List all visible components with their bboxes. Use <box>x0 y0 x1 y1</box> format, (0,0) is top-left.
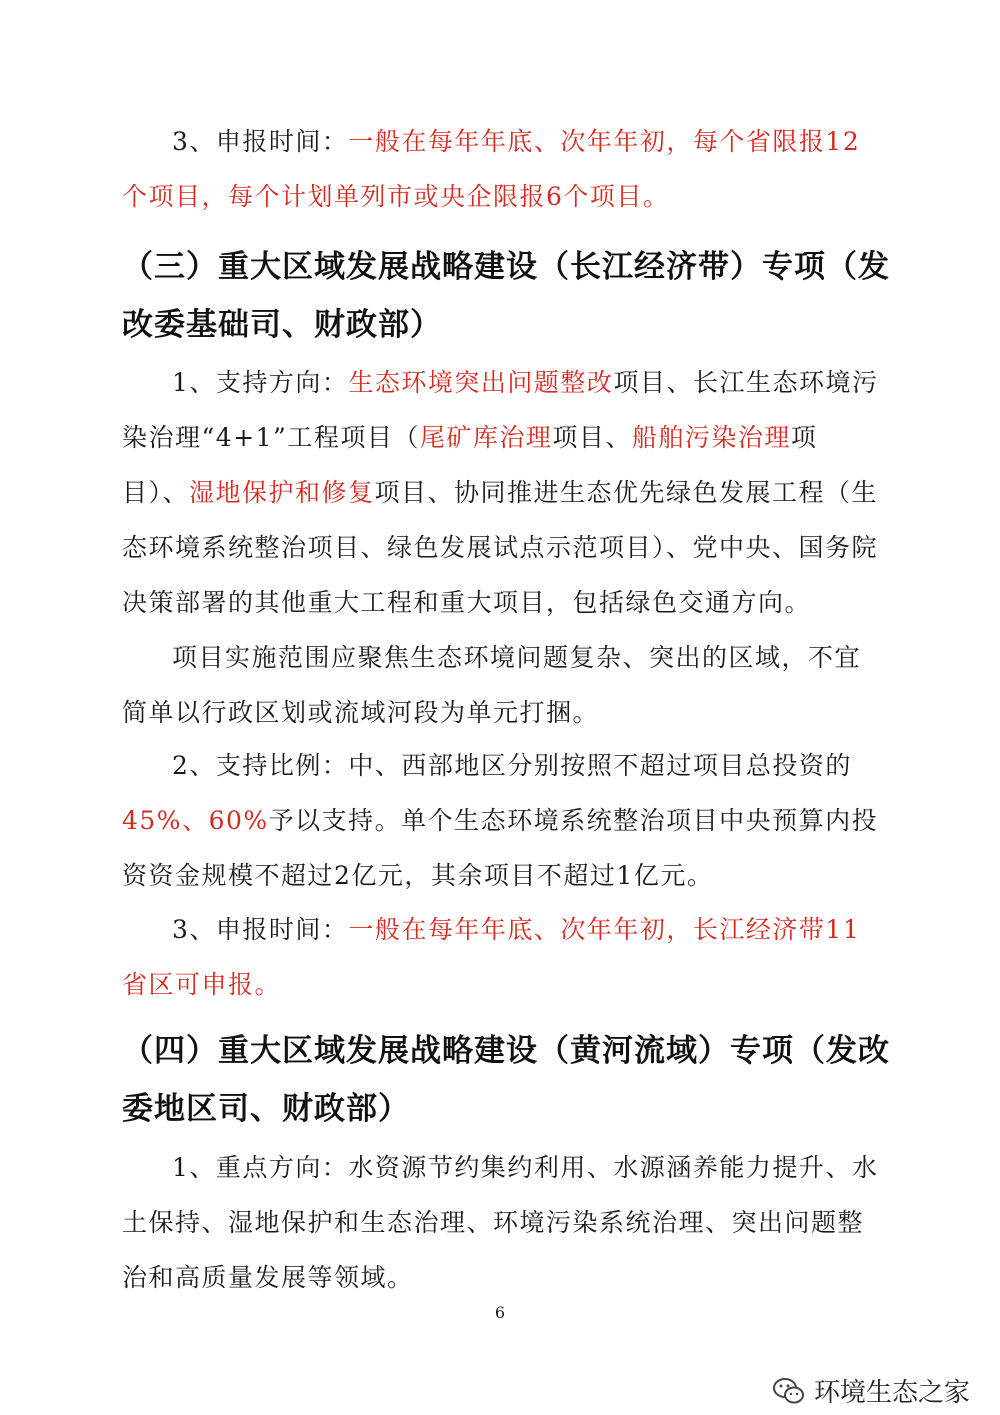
body-text: 项目、协同推进生态优先绿色发展工程（生态环境系统整治项目、绿色发展试点示范项目）、党中央、国务院决策部署的其他重大工程和重大项目，包括绿色交通方向。 <box>122 478 879 617</box>
emphasis-text: 一般在每年年底、次年年初，长江经济带11省区可申报。 <box>122 915 861 999</box>
section-heading-4: （四）重大区域发展战略建设（黄河流域）专项（发改委地区司、财政部） <box>122 1033 890 1127</box>
page-number: 6 <box>494 1303 506 1322</box>
watermark-text: 环境生态之家 <box>813 1378 970 1408</box>
watermark <box>772 1372 970 1409</box>
paragraph-scope: 项目实施范围应聚焦生态环境问题复杂、突出的区域，不宜简单以行政区划或流域河段为单元打捆。 <box>122 643 862 727</box>
wechat-icon <box>772 1376 806 1406</box>
label-text: 3、申报时间： <box>172 127 349 156</box>
emphasis-text: 尾矿库治理 <box>419 423 553 452</box>
paragraph-application-time-1 <box>122 114 882 224</box>
emphasis-text: 船舶污染治理 <box>631 423 791 452</box>
emphasis-text: 生态环境突出问题整改 <box>348 368 614 397</box>
emphasis-text: 45%、60% <box>122 806 269 835</box>
paragraph-key-direction: 1、重点方向：水资源节约集约利用、水源涵养能力提升、水土保持、湿地保护和生态治理、环境污染系统治理、突出问题整治和高质量发展等领域。 <box>122 1153 879 1292</box>
label-text: 3、申报时间： <box>172 915 349 944</box>
paragraph-application-time-2 <box>122 902 882 1012</box>
body-text: 项目、长江生态环境污染治理“4+1”工程项目（ <box>122 368 879 452</box>
body-text: 1、支持方向： <box>172 368 349 397</box>
emphasis-text: 一般在每年年底、次年年初，每个省限报12个项目，每个计划单列市或央企限报6个项目。 <box>122 127 861 211</box>
body-text: 2、支持比例：中、西部地区分别按照不超过项目总投资的 <box>172 751 852 780</box>
paragraph-support-direction <box>122 355 882 630</box>
body-text: 项目）、 <box>122 423 818 507</box>
body-text: 项目、 <box>552 423 632 452</box>
paragraph-support-ratio <box>122 738 882 903</box>
body-text: 予以支持。单个生态环境系统整治项目中央预算内投资资金规模不超过2亿元，其余项目不超过1亿元。 <box>122 806 879 890</box>
section-heading-3: （三）重大区域发展战略建设（长江经济带）专项（发改委基础司、财政部） <box>122 249 890 343</box>
emphasis-text: 湿地保护和修复 <box>189 478 375 507</box>
